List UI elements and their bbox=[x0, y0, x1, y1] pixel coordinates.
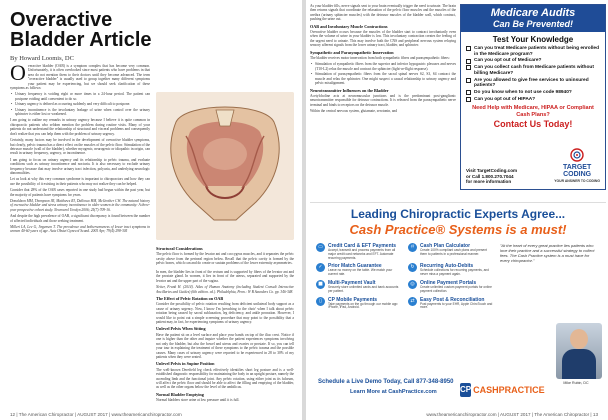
list-item: • Urinary urgency is defined as occurring suddenly and very difficult to postpone. bbox=[15, 102, 150, 106]
head-shape bbox=[570, 329, 588, 349]
reference: Netter, Frank H. (2014). Atlas of Human Anatomy (including Student Consult Interactive Ancillaries and Guides) (6th edition. ed.). Philadelphia, Penn.: W B Saunders Co. pp. 346-348. bbox=[156, 285, 294, 294]
mobile-icon: ▯ bbox=[316, 297, 325, 306]
section-heading: Unlevel Pelvis in Supine Position bbox=[156, 361, 215, 367]
body-paragraph: I am going to outline my remarks in urinary urgency because I believe it is quite common in chiropractic patients who seldom mention the problem during routine visits. Many of your patients do not understand the relationship of structural and visceral problems and consequently don't realize that you can help them with the problem of urinary urgency. bbox=[10, 118, 150, 136]
body-paragraph: Have the patient sit on a level surface and place your hands on top of the iliac crest. Notice if one is higher than the other and inquire whether the patient experiences symptoms involving not only the bladder, but also the bowel and uterus and ovaries or prostate. If so, you can tell your tour in explaining the treatment of these symptoms to the pelvic trauma and the possible causes. Many cases of urinary urgency were reported to be experienced in 28 to 30% of my patients when they were seated. bbox=[156, 332, 294, 359]
section-heading: OAB and Involuntary Muscle Contractions bbox=[310, 23, 388, 29]
title-line-2: Bladder Article bbox=[10, 29, 152, 51]
list-item: • Stimulation of parasympathetic fibers from the sacral spinal nerves S2, S3, S4 contract the muscle and relax the sphincter. One might suspect a causal relationship to urinary urgency and pelvic misalignment. bbox=[315, 72, 456, 85]
reference: Donaldson MM, Thompson JR, Matthews RJ, Dallosso HM, McGrother CW. The natural history of overactive bladder and stress urinary incontinence in older women in the community: A three-year prospective cohort study. Neurourol Urodyn 2006; 25(7):709-16. bbox=[10, 198, 150, 212]
help-prompt: Need Help with Medicare, HIPAA or Compliant Cash Plans? bbox=[472, 105, 594, 118]
innervation-list bbox=[310, 62, 456, 85]
column-2 bbox=[156, 270, 294, 410]
phone-number: or Call 1.800.270.7044 bbox=[466, 173, 514, 179]
article-title bbox=[10, 10, 152, 50]
more-info-text: for more information bbox=[466, 179, 512, 185]
cp-mark: CP bbox=[460, 383, 471, 397]
pelvis-drawing bbox=[156, 92, 294, 240]
cp-wordmark: CASHPRACTICE bbox=[473, 385, 545, 395]
body-paragraph: Consider the possibility of pelvic rotation resulting from deficient unilateral body support as a cause of urinary urgency. Now, I know I'm 'preaching to the choir' when I talk about pelvic rotation being caused by sacral subluxation, leg deficiency, and ankle pronation. However, I would like to point out a simple screening procedure that may point to the possibility that a patient may, in fact, be experiencing symptoms of urinary urgency. bbox=[156, 302, 294, 325]
intro-paragraph: Overactive bladder (OAB) is a symptom complex that has become very common. Unfortunately, it is often overlooked since most patients who have problems in that area do not mention them to their doctors until they become advanced. The term "overactive bladder" is usually used to group together many different symptoms your patient may be experiencing, but we should seek clarification of these symptoms as follows: bbox=[10, 64, 150, 91]
quiz-item: Can you opt out of Medicare? bbox=[466, 58, 600, 64]
ad-headline: Leading Chiropractic Experts Agree... bbox=[350, 207, 566, 221]
section-heading: The Effect of Pelvic Rotation on OAB bbox=[156, 296, 224, 302]
ad-footer bbox=[466, 148, 600, 185]
feature-item: ↻ Recurring Auto-Debits Schedule collections for recurring payments, and never miss a payment again. bbox=[408, 263, 494, 277]
checkbox-icon bbox=[466, 97, 471, 102]
credit-card-icon: ▭ bbox=[316, 243, 325, 252]
schedule-demo-cta[interactable]: Schedule a Live Demo Today, Call 877-348-8950 bbox=[318, 379, 454, 385]
quiz-item: Are you allowed to give free services to uninsured patients? bbox=[466, 78, 600, 89]
checkbox-icon bbox=[466, 65, 471, 70]
section-heading: Structural Considerations bbox=[156, 246, 203, 251]
feature-item: ▯ CP Mobile Payments Take payments on the go through our mobile app: iPhone, iPad, Android. bbox=[316, 297, 402, 311]
check-icon: ✓ bbox=[316, 263, 325, 272]
pelvic-anatomy-illustration bbox=[156, 92, 294, 240]
list-item: • Urinary incontinence is the involuntary leakage of urine when control over the urinary sphincter is either lost or weakened. bbox=[15, 108, 150, 117]
feature-item: ■ Multi-Payment Vault Securely store unlimited cards and bank accounts per patient. bbox=[316, 280, 402, 294]
quiz-item: Can you opt out of HIPAA? bbox=[466, 97, 600, 103]
feature-grid bbox=[316, 243, 494, 310]
body-paragraph: As your bladder fills, nerve signals sent to your brain eventually trigger the need to urinate. The brain then returns signals that coordinate the relaxation of the pelvic floor muscles and the muscles of the urethra (urinary sphincter muscles) with the detrusor muscles of the bladder wall, which contract, pushing the urine out. bbox=[310, 4, 456, 22]
testimonial-quote: "At the heart of every great practice lies patients who love their practice and a successful strategy to collect fees. The Cash Practice system is a must have for every chiropractor." bbox=[500, 243, 595, 263]
body-shape bbox=[562, 349, 596, 379]
section-heading: Sympathetic and Parasympathetic Innervation bbox=[310, 49, 394, 55]
symptom-list bbox=[10, 92, 150, 116]
body-paragraph: Acetylcholine acts at neuromuscular junctions and is the predominant post-ganglionic neurotransmitter responsible for detrusor contractions. It is released from the parasympathetic nerve terminal and binds to receptors on the detrusor muscle. bbox=[310, 93, 456, 107]
page-folio-right: www.theamericanchiropractor.com | AUGUST 2017 | The American Chiropractor | 13 bbox=[426, 412, 598, 417]
figure-caption bbox=[156, 244, 294, 268]
body-paragraph: In men, the bladder lies in front of the rectum and is supported by fibers of the levator ani and the prostate gland. In women, it lies in front of the uterus, separated and supported by the levator ani and the upper part of the vagina. bbox=[156, 270, 294, 283]
sync-icon: ⇄ bbox=[408, 297, 417, 306]
quiz-list bbox=[461, 46, 605, 102]
medicare-audit-ad[interactable] bbox=[460, 4, 606, 190]
checkbox-icon bbox=[466, 46, 471, 51]
refresh-icon: ↻ bbox=[408, 263, 417, 272]
contact-info bbox=[466, 168, 517, 185]
quiz-item: Can you treat Medicare patients without being enrolled in the Medicare program? bbox=[466, 46, 600, 57]
section-heading: Normal Bladder Emptying bbox=[156, 391, 204, 397]
quiz-title: Test Your Knowledge bbox=[492, 35, 574, 44]
right-page bbox=[306, 0, 608, 420]
doctor-photo bbox=[556, 323, 602, 379]
body-paragraph: The pelvic floor is formed by the levator ani and coccygeus muscles, and it separates the pelvic cavity above from the perineal region below. Recall that the pelvic cavity is formed by the pelvic bones, which can and do create or sustain problems of the lower extremity asymmetries. bbox=[156, 252, 294, 266]
body-paragraph: Let us look at why this very common syndrome is important to chiropractors and how they can use the possibility of it existing in their patients who may not realize they can be helped. bbox=[10, 177, 150, 186]
title-line-1: Overactive bbox=[10, 9, 113, 31]
vault-icon: ■ bbox=[316, 280, 325, 289]
body-paragraph: Normal bladders store urine at low pressure until it is full. bbox=[156, 398, 240, 403]
ad-subheadline: Cash Practice® Systems is a must! bbox=[349, 222, 567, 237]
body-paragraph: Consider that 28% of the OAB cases reported in one study had begun within the past year, but the majority of patients have symptoms for years. bbox=[10, 188, 150, 197]
learn-more-link[interactable]: Learn More at CashPractice.com bbox=[350, 389, 437, 395]
section-heading: Neurotransmitter Influences on the Bladder bbox=[310, 87, 389, 93]
reference: Milleri LA, Lee G, Jirgensen T. The prevalence and bothersomeness of lower tract symptoms in women 40-60 years of age. Acta Obstet Gynecol Scand. 2005 Apr; 79(4):298-305 bbox=[10, 225, 150, 234]
body-paragraph: I am going to focus on urinary urgency and its relationship to pelvic trauma, and evaluate conditions such as urinary incontinence and nocturia. It is also necessary to exclude urinary frequency because that may involve urinary tract infection, polyuria, and underlying neurologic abnormalities. bbox=[10, 157, 150, 175]
checkbox-icon bbox=[466, 78, 471, 83]
page-folio-left: 12 | The American Chiropractor | AUGUST 2017 | www.theamericanchiropractor.com bbox=[10, 412, 182, 417]
cash-practice-ad[interactable] bbox=[310, 202, 606, 408]
drop-cap: O bbox=[10, 64, 26, 85]
feature-item: ＃ Cash Plan Calculator Create 100% compliant cash plans and present them to patients in a professional manner. bbox=[409, 243, 487, 256]
byline: By Howard Loomis, DC bbox=[10, 55, 74, 62]
target-coding-logo: TARGET CODING YOUR ANSWER TO CODING bbox=[554, 148, 600, 185]
contact-cta[interactable]: Contact Us Today! bbox=[493, 119, 573, 130]
checkbox-icon bbox=[466, 90, 471, 95]
ad-subheadline: Can Be Prevented! bbox=[461, 19, 605, 32]
left-page bbox=[0, 0, 302, 420]
doctor-name: Mike Rubin, DC bbox=[563, 381, 589, 385]
target-icon bbox=[567, 148, 587, 162]
column-1 bbox=[10, 64, 150, 408]
body-paragraph: The bladder receives motor innervation from both sympathetic fibers and parasympathetic fibers: bbox=[310, 56, 450, 61]
body-paragraph: Within the central nervous system, glutamate, serotonin, and bbox=[310, 109, 398, 114]
feature-item: ✓ Prior Match Guarantee Leave no money on the table. We match your current rate. bbox=[316, 263, 402, 277]
quiz-item: Can you collect cash from Medicare patients without billing Medicare? bbox=[466, 65, 600, 76]
right-column bbox=[310, 4, 456, 198]
list-item: • Urinary frequency is voiding eight or more times in a 24-hour period. The patient can postpone voiding until convenient to do so. bbox=[15, 92, 150, 101]
section-heading: Unlevel Pelvis When Sitting bbox=[156, 326, 206, 332]
checkbox-icon bbox=[466, 59, 471, 64]
feature-item: ◎ Online Payment Portals Create unlimited custom payment portals for online payment collection. bbox=[408, 280, 494, 294]
body-paragraph: The well-known Derefield leg check effectively identifies short leg posture and is a well-established diagnostic responsibility for maintaining the body in an upright posture, namely the ascending limb and the functional joint. Any pelvic rotation, using either joint as its fulcrum, will affect the pelvic floor and should be able to affect the filling and emptying of the bladder, as well as the other organs below the level of the umbilicus. bbox=[156, 367, 294, 390]
feature-item: ⇄ Easy Post & Reconciliation Post payments to your EHR, Apple ChiroTouch and more. bbox=[408, 297, 494, 311]
list-item: • Stimulation of sympathetic fibers from the superior and inferior hypogastric plexuses and nerves (T10-L2) relax the muscle and contract the sphincter (fight-or-flight response). bbox=[315, 62, 456, 71]
quiz-item: Do you know when to not use code 98940? bbox=[466, 90, 600, 96]
body-paragraph: Overactive bladder occurs because the muscles of the bladder start to contract involuntarily even when the volume of urine in your bladder is low. This involuntary contraction creates the feeling of the urgent need to urinate. This may involve both the CNS and peripheral nervous system relaying sensory afferent signals from the lower urinary tract, bladder, and sphincter. bbox=[310, 30, 456, 48]
ad-headline: Medicare Audits bbox=[461, 5, 605, 19]
website-link[interactable]: Visit TargetCoding.com bbox=[466, 168, 518, 174]
feature-item: ▭ Credit Card & EFT Payments Accept, transmit and process payments from all major credit card networks and EFT. Automate recurring payments. bbox=[316, 243, 402, 260]
body-paragraph: And despite the high prevalence of OAB, a significant discrepancy is found between the number of affected individuals and those seeking treatment. bbox=[10, 214, 150, 223]
body-paragraph: Certainly, many factors may be involved in the development of overactive bladder symptoms, but clearly, pelvic trauma has a direct effect on the muscles of the pelvic floor. Stimulation of the detrusor muscle (wall of the bladder), whether myogenic, neurogenic or idiopathic in origin, can result in urinary frequency, urgency, or incontinence. bbox=[10, 138, 150, 156]
globe-icon: ◎ bbox=[408, 280, 417, 289]
cash-practice-logo bbox=[460, 379, 545, 401]
calculator-icon: ＃ bbox=[409, 244, 415, 250]
